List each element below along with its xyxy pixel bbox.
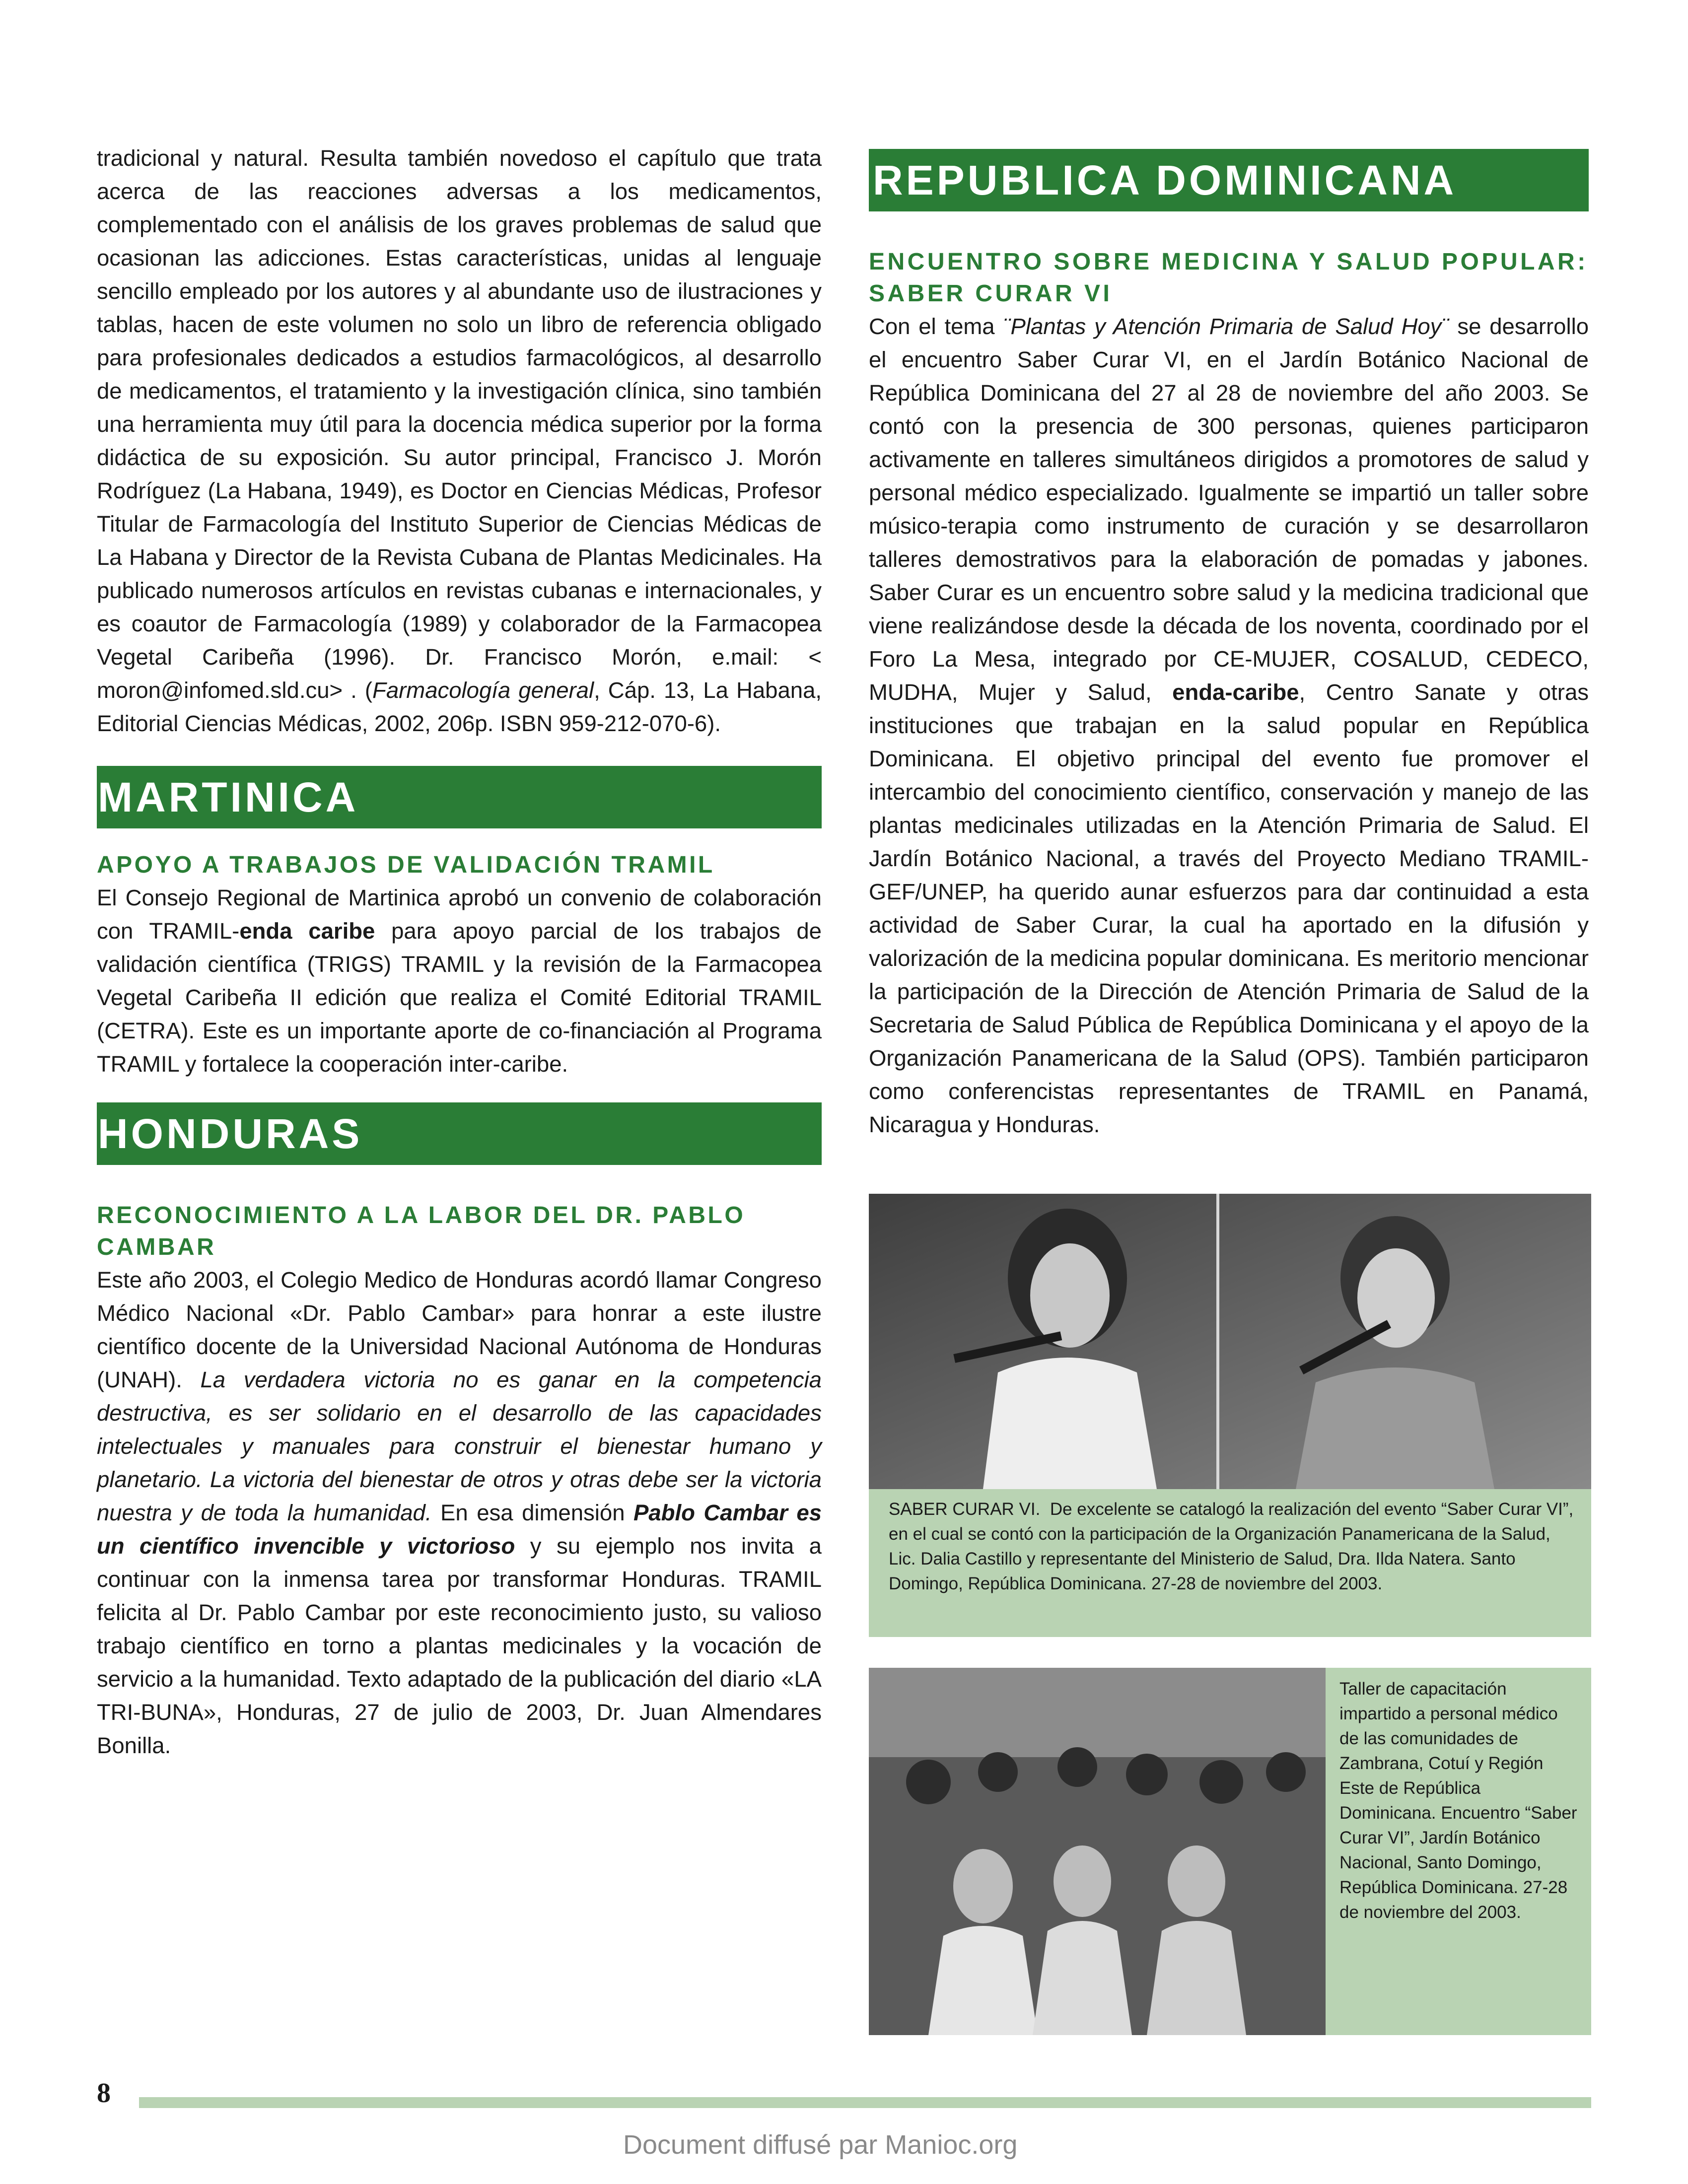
tema-italic: ¨Plantas y Atención Primaria de Salud Hoy¨ <box>1003 314 1449 339</box>
republica-dominicana-heading: REPUBLICA DOMINICANA <box>869 149 1589 211</box>
enda-caribe-bold: enda caribe <box>239 918 375 944</box>
honduras-quote: La verdadera victoria no es ganar en la competencia destructiva, es ser solidario en el desarrollo de las capacidades intelectuales y manuales para construir el bienestar humano y planetario. La victoria del bienestar de otros y otras debe ser la victoria nuestra y de toda la humanidad. <box>97 1367 822 1525</box>
intro-text: tradicional y natural. Resulta también novedoso el capítulo que trata acerca de las reacciones adversas a los medicamentos, complementado con el análisis de los graves problemas de salud que ocasionan las adicciones. Estas características, unidas al lenguaje sencillo empleado por los autores y al abundante uso de ilustraciones y tablas, hacen de este volumen no solo un libro de referencia obligado para profesionales dedicados a estudios farmacológicos, al desarrollo de medicamentos, el tratamiento y la investigación clínica, sino también una herramienta muy útil para la docencia médica superior por la forma didáctica de su exposición. Su autor principal, Francisco J. Morón Rodríguez (La Habana, 1949), es Doctor en Ciencias Médicas, Profesor Titular de Farmacología del Instituto Superior de Ciencias Médicas de La Habana y Director de la Revista Cubana de Plantas Medicinales. Ha publicado numerosos artículos en revistas cubanas e internacionales, y es coautor de Farmacología (1989) y colaborador de la Farmacopea Vegetal Caribeña (1996). Dr. Francisco Morón, e.mail: < moron@infomed.sld.cu> . ( <box>97 145 822 703</box>
photo1-caption-lead: SABER CURAR VI. <box>889 1500 1041 1519</box>
footer-source: Document diffusé par Manioc.org <box>623 2130 1018 2160</box>
saber-curar-subheading: ENCUENTRO SOBRE MEDICINA Y SALUD POPULAR: SABER CURAR VI <box>869 249 1588 307</box>
footer-rule <box>139 2097 1591 2108</box>
martinica-heading: MARTINICA <box>97 766 822 828</box>
audience-photo-illustration <box>869 1668 1326 2035</box>
photo2-caption-text: Taller de capacitación impartido a personal médico de las comunidades de Zambrana, Cotuí y Región Este de República Dominicana. Encuentro “Saber Curar VI”, Jardín Botánico Nacional, Santo Domingo, República Dominicana. 27-28 de noviembre del 2003. <box>1339 1679 1577 1922</box>
photo1-caption-text: De excelente se catalogó la realización del evento “Saber Curar VI”, en el cual se contó con la participación de la Organización Panamericana de la Salud, Lic. Dalia Castillo y representante del Ministerio de Salud, Dra. Ilda Natera. Santo Domingo, República Dominicana. 27-28 de noviembre del 2003. <box>889 1500 1574 1593</box>
honduras-heading: HONDURAS <box>97 1102 822 1165</box>
honduras-paragraph: Este año 2003, el Colegio Medico de Honduras acordó llamar Congreso Médico Nacional «Dr. Pablo Cambar» para honrar a este ilustre científico docente de la Universidad Nacional Autónoma de Honduras (UNAH). La verdadera victoria no es ganar en la competencia destructiva, es ser solidario en el desarrollo de las capacidades intelectuales y manuales para construir el bienestar humano y planetario. La victoria del bienestar de otros y otras debe ser la victoria nuestra y de toda la humanidad. En esa dimensión Pablo Cambar es un científico invencible y victorioso y su ejemplo nos invita a continuar con la inmensa tarea por transformar Honduras. TRAMIL felicita al Dr. Pablo Cambar por este reconocimiento justo, su valioso trabajo científico en torno a plantas medicinales y la vocación de servicio a la humanidad. Texto adaptado de la publicación del diario «LA TRI-BUNA», Honduras, 27 de julio de 2003, Dr. Juan Almendares Bonilla. <box>97 1267 822 1758</box>
intro-italic-title: Farmacología general <box>372 678 594 703</box>
photo1-caption <box>869 1489 1591 1637</box>
photo-saber-curar-speakers <box>869 1194 1591 1489</box>
page-number: 8 <box>97 2078 111 2109</box>
martinica-subheading: APOYO A TRABAJOS DE VALIDACIÓN TRAMIL <box>97 852 715 878</box>
honduras-subheading: RECONOCIMIENTO A LA LABOR DEL DR. PABLO CAMBAR <box>97 1202 746 1260</box>
martinica-paragraph: El Consejo Regional de Martinica aprobó un convenio de colaboración con TRAMIL-enda caribe para apoyo parcial de los trabajos de validación científica (TRIGS) TRAMIL y la revisión de la Farmacopea Vegetal Caribeña II edición que realiza el Comité Editorial TRAMIL (CETRA). Este es un importante aporte de co-financiación al Programa TRAMIL y fortalece la cooperación inter-caribe. <box>97 885 822 1077</box>
photo2-caption <box>1326 1668 1591 2035</box>
left-column <box>97 141 822 1762</box>
photo-taller-capacitacion <box>869 1668 1326 2035</box>
enda-caribe-bold-right: enda-caribe <box>1172 680 1299 705</box>
intro-paragraph <box>97 141 822 740</box>
honduras-bold-quote: Pablo Cambar es un científico invencible y victorioso <box>97 1500 822 1559</box>
speakers-photo-illustration <box>869 1194 1591 1489</box>
saber-curar-paragraph: Con el tema ¨Plantas y Atención Primaria de Salud Hoy¨ se desarrollo el encuentro Saber Curar VI, en el Jardín Botánico Nacional de República Dominicana del 27 al 28 de noviembre del año 2003. Se contó con la presencia de 300 personas, quienes participaron activamente en talleres simultáneos dirigidos a promotores de salud y personal médico especializado. Igualmente se impartió un taller sobre músico-terapia como instrumento de curación y se desarrollaron talleres demostrativos para la elaboración de pomadas y jabones. Saber Curar es un encuentro sobre salud y la medicina tradicional que viene realizándose desde la década de los noventa, coordinado por el Foro La Mesa, integrado por CE-MUJER, COSALUD, CEDECO, MUDHA, Mujer y Salud, enda-caribe, Centro Sanate y otras instituciones que trabajan en la salud popular en República Dominicana. El objetivo principal del evento fue promover el intercambio del conocimiento científico, conservación y manejo de las plantas medicinales utilizadas en la Atención Primaria de Salud. El Jardín Botánico Nacional, a través del Proyecto Mediano TRAMIL-GEF/UNEP, ha querido aunar esfuerzos para dar continuidad a esta actividad de Saber Curar, la cual ha aportado en la difusión y valorización de la medicina popular dominicana. Es meritorio mencionar la participación de la Dirección de Atención Primaria de Salud de la Secretaria de Salud Pública de República Dominicana y el apoyo de la Organización Panamericana de la Salud (OPS). También participaron como conferencistas representantes de TRAMIL en Panamá, Nicaragua y Honduras. <box>869 314 1589 1137</box>
intro-text-end: , Cáp. 13, La Habana, Editorial Ciencias Médicas, 2002, 206p. ISBN 959-212-070-6). <box>97 678 822 736</box>
right-column <box>869 149 1589 1141</box>
